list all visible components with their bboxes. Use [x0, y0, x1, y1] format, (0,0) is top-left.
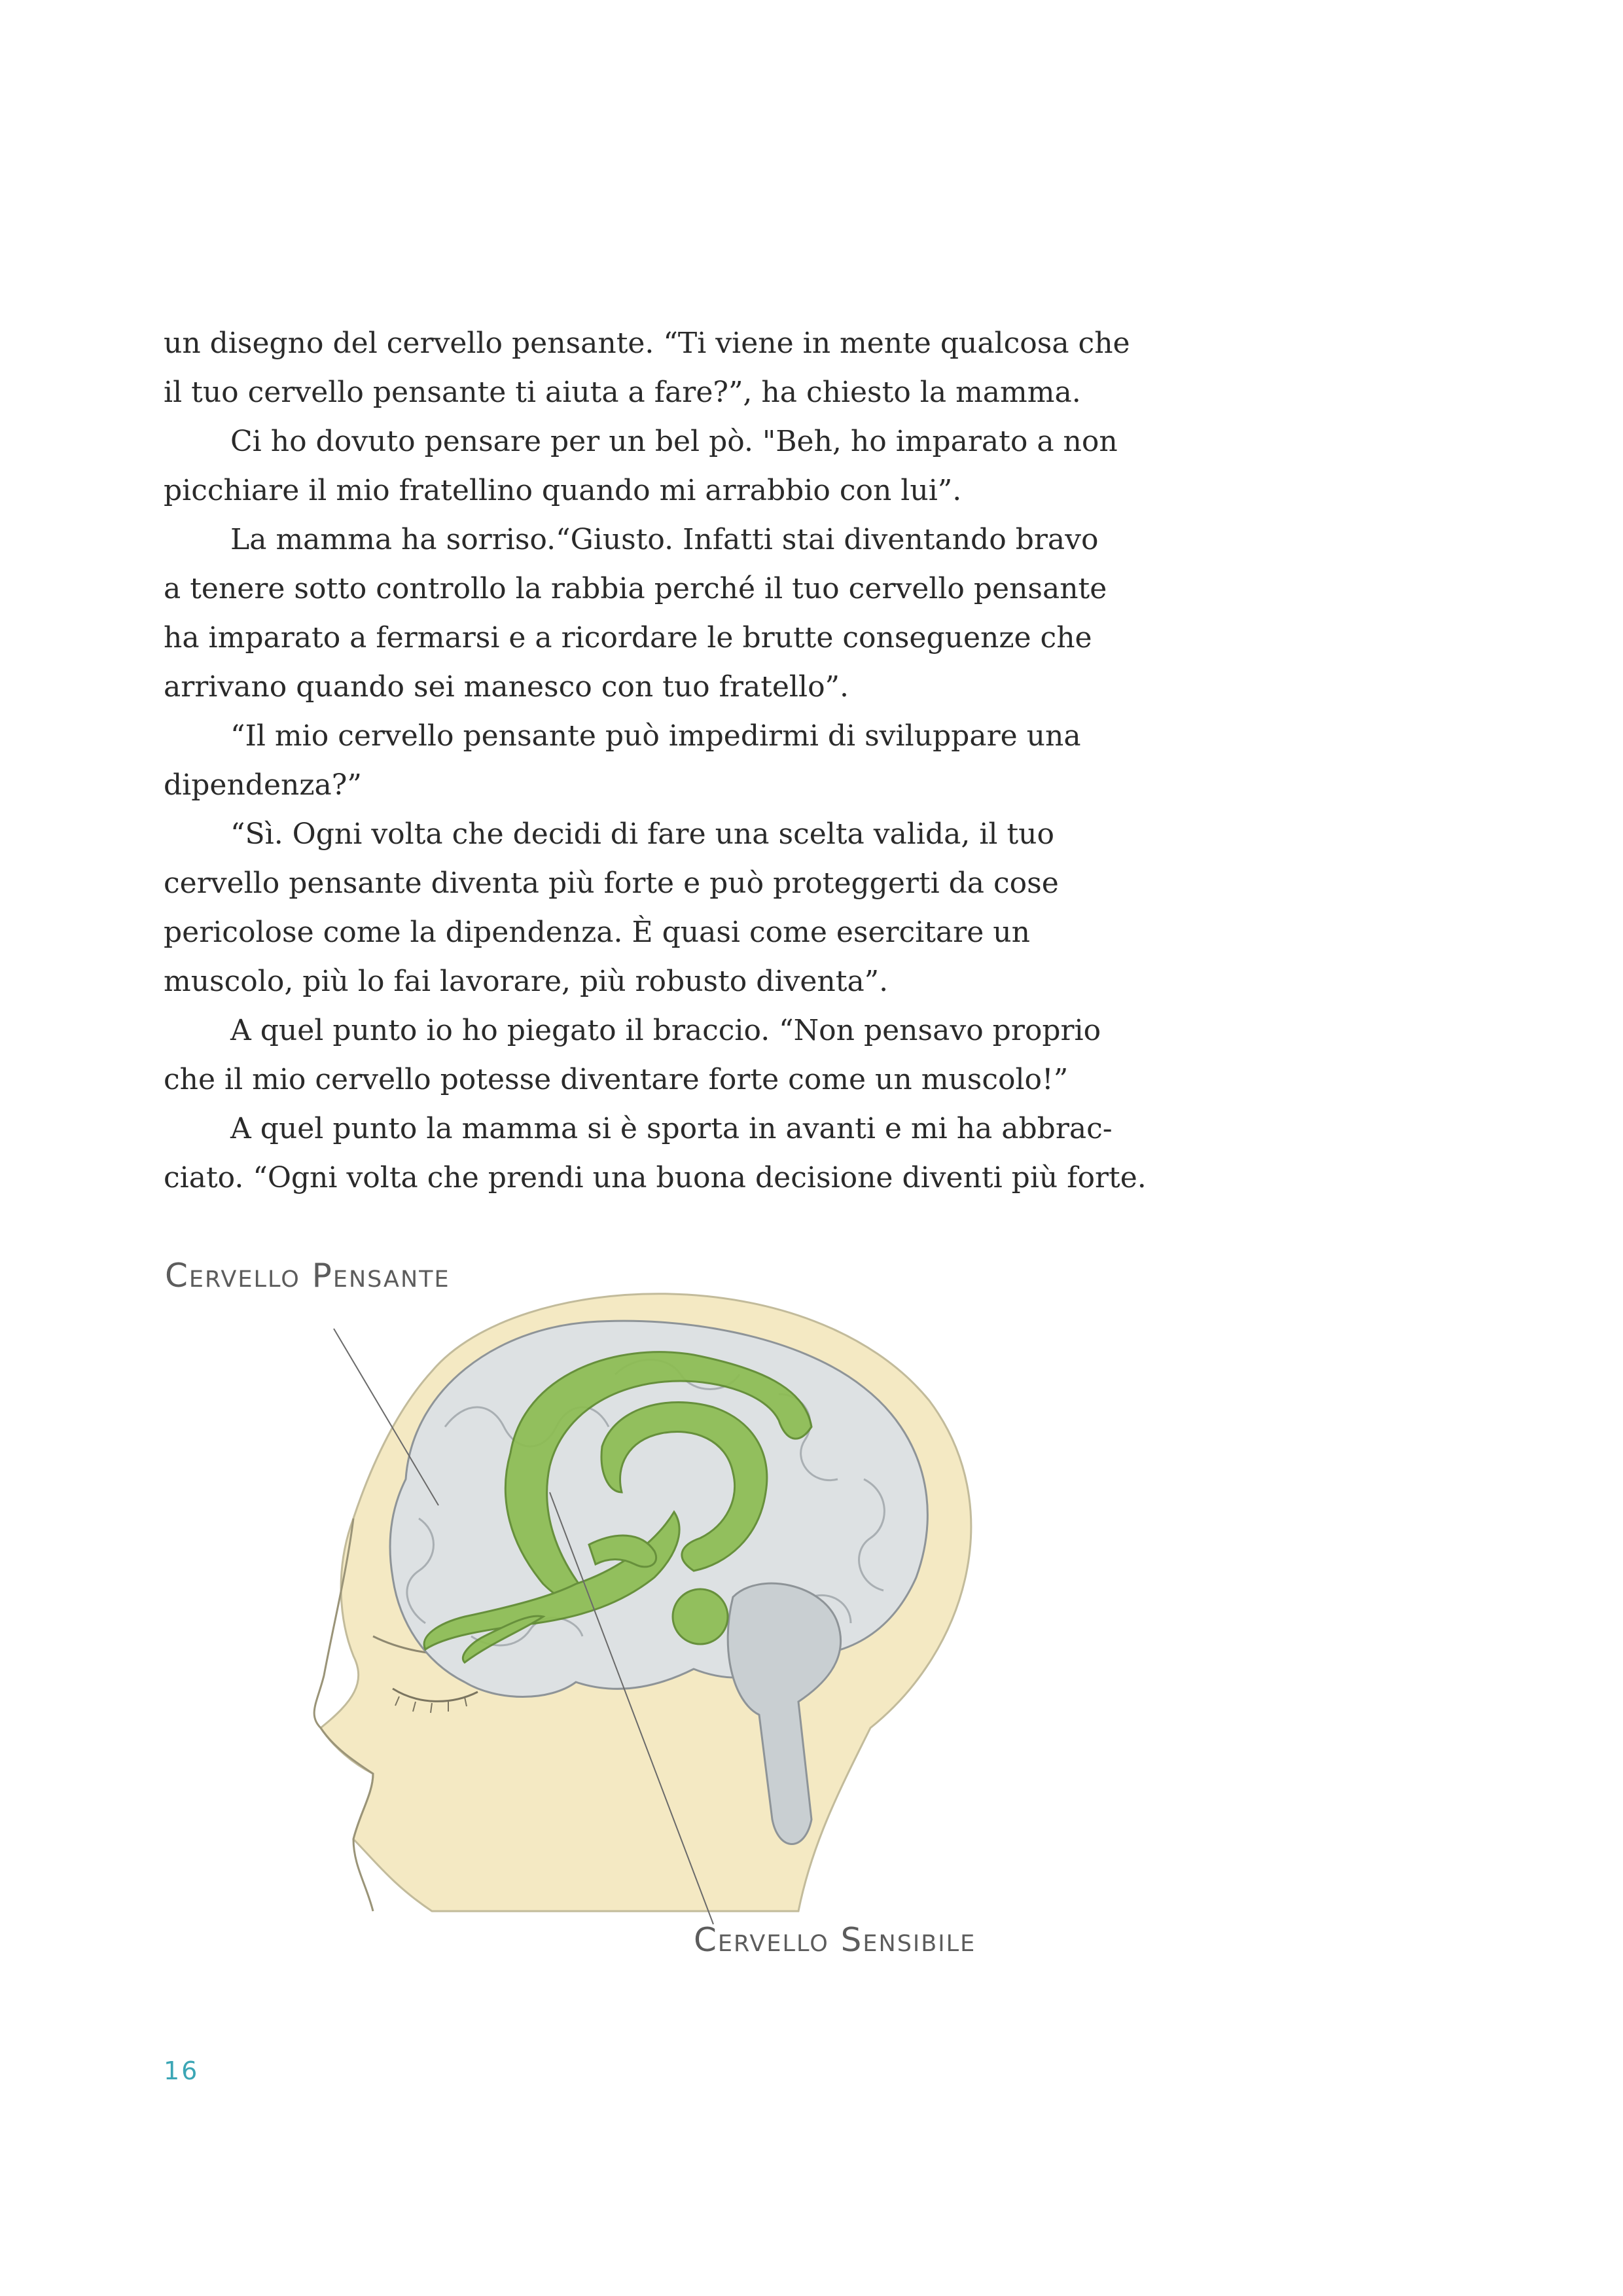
text-line: pericolose come la dipendenza. È quasi come esercitare un — [164, 916, 1030, 949]
text-line: picchiare il mio fratellino quando mi arrabbio con lui”. — [164, 474, 962, 507]
text-line: “Il mio cervello pensante può impedirmi di sviluppare una — [230, 719, 1081, 753]
text-line: cervello pensante diventa più forte e può proteggerti da cose — [164, 867, 1059, 900]
text-line: A quel punto la mamma si è sporta in avanti e mi ha abbrac- — [230, 1112, 1113, 1145]
text-line: un disegno del cervello pensante. “Ti viene in mente qualcosa che — [164, 327, 1130, 360]
brain-illustration — [157, 1230, 1008, 1990]
body-text — [164, 319, 1147, 1202]
text-line: La mamma ha sorriso.“Giusto. Infatti stai diventando bravo — [230, 523, 1099, 556]
label-thinking-brain: Cervello Pensante — [165, 1257, 450, 1295]
text-line: A quel punto io ho piegato il braccio. “Non pensavo proprio — [230, 1014, 1101, 1047]
text-line: ciato. “Ogni volta che prendi una buona decisione diventi più forte. — [164, 1161, 1147, 1194]
label-feeling-brain: Cervello Sensibile — [694, 1921, 976, 1959]
text-line: dipendenza?” — [164, 768, 362, 802]
text-line: che il mio cervello potesse diventare forte come un muscolo!” — [164, 1063, 1069, 1096]
text-line: “Sì. Ogni volta che decidi di fare una scelta valida, il tuo — [230, 817, 1054, 851]
text-line: a tenere sotto controllo la rabbia perché il tuo cervello pensante — [164, 572, 1107, 605]
text-line: il tuo cervello pensante ti aiuta a fare?”, ha chiesto la mamma. — [164, 376, 1081, 409]
text-line: muscolo, più lo fai lavorare, più robusto diventa”. — [164, 965, 889, 998]
text-line: arrivano quando sei manesco con tuo fratello”. — [164, 670, 849, 704]
page-number: 16 — [164, 2056, 200, 2085]
text-line: ha imparato a fermarsi e a ricordare le brutte conseguenze che — [164, 621, 1092, 655]
text-line: Ci ho dovuto pensare per un bel pò. "Beh, ho imparato a non — [230, 425, 1118, 458]
